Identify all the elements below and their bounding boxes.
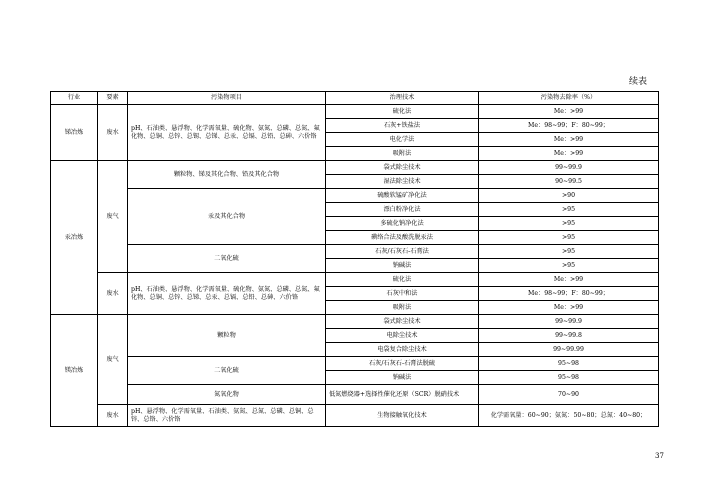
removal-rate-cell: >95 xyxy=(479,231,659,245)
removal-rate-cell: Me：>99 xyxy=(479,301,659,315)
technology-cell: 钠碱法 xyxy=(326,371,479,385)
technology-cell: 袋式除尘技术 xyxy=(326,161,479,175)
removal-rate-cell: Me：>99 xyxy=(479,147,659,161)
removal-rate-cell: >95 xyxy=(479,245,659,259)
technology-cell: 多硫化钠净化法 xyxy=(326,217,479,231)
table-row xyxy=(51,245,659,259)
technology-cell: 石灰+铁盐法 xyxy=(326,119,479,133)
pollutant-cell: 颗粒物、锑及其化合物、铅及其化合物 xyxy=(128,161,326,189)
element-cell: 废气 xyxy=(98,315,128,405)
removal-rate-cell: Me：98~99；F：80~99； xyxy=(479,287,659,301)
continued-label: 续表 xyxy=(629,77,648,87)
industry-cell: 镁冶炼 xyxy=(51,315,98,427)
technology-cell: 湿法除尘技术 xyxy=(326,175,479,189)
table-row xyxy=(51,161,659,175)
table-row xyxy=(51,357,659,371)
technology-cell: 硫化法 xyxy=(326,273,479,287)
technology-cell: 钠碱法 xyxy=(326,259,479,273)
technology-cell: 电化学法 xyxy=(326,133,479,147)
page-number: 37 xyxy=(655,452,664,460)
pollutant-cell: 二氧化硫 xyxy=(128,357,326,385)
technology-cell: 袋式除尘技术 xyxy=(326,315,479,329)
technology-cell: 硫化法 xyxy=(326,105,479,119)
technology-cell: 电袋复合除尘技术 xyxy=(326,343,479,357)
removal-rate-cell: 99~99.8 xyxy=(479,329,659,343)
header-element: 要素 xyxy=(98,92,128,105)
technology-cell: 低氮燃烧器+选择性催化还原（SCR）脱硝技术 xyxy=(326,385,479,405)
technology-cell: 电除尘技术 xyxy=(326,329,479,343)
technology-cell: 吸附法 xyxy=(326,301,479,315)
removal-rate-cell: >95 xyxy=(479,217,659,231)
header-pollutant: 污染物项目 xyxy=(128,92,326,105)
table-row xyxy=(51,273,659,287)
pollutant-cell: 颗粒物 xyxy=(128,315,326,357)
pollutant-cell: 氮氧化物 xyxy=(128,385,326,405)
removal-rate-cell: 99~99.9 xyxy=(479,161,659,175)
table-row xyxy=(51,385,659,405)
technology-cell: 吸附法 xyxy=(326,147,479,161)
removal-rate-cell: >95 xyxy=(479,259,659,273)
removal-rate-cell: 90~99.5 xyxy=(479,175,659,189)
element-cell: 废水 xyxy=(98,405,128,427)
element-cell: 废水 xyxy=(98,273,128,315)
technology-cell: 碘络合法及酸洗脱汞法 xyxy=(326,231,479,245)
removal-rate-cell: >90 xyxy=(479,189,659,203)
table-row xyxy=(51,105,659,119)
removal-rate-cell: Me：98~99；F：80~99； xyxy=(479,119,659,133)
removal-rate-cell: 70~90 xyxy=(479,385,659,405)
technology-cell: 石灰/石灰石-石膏法脱硫 xyxy=(326,357,479,371)
removal-rate-cell: 95~98 xyxy=(479,371,659,385)
table-row xyxy=(51,315,659,329)
table-row xyxy=(51,405,659,427)
table-header-row xyxy=(51,92,659,105)
pollutant-cell: pH、悬浮物、化学需氧量、石油类、氨氮、总氮、总磷、总铜、总锌、总铬、六价铬 xyxy=(128,405,326,427)
industry-cell: 锑冶炼 xyxy=(51,105,98,161)
technology-cell: 石灰中和法 xyxy=(326,287,479,301)
removal-rate-cell: 99~99.9 xyxy=(479,315,659,329)
pollution-control-table xyxy=(50,91,659,427)
header-technology: 治理技术 xyxy=(326,92,479,105)
pollutant-cell: 二氧化硫 xyxy=(128,245,326,273)
table-row xyxy=(51,189,659,203)
header-removal-rate: 污染物去除率（%） xyxy=(479,92,659,105)
pollutant-cell: pH、石油类、悬浮物、化学需氧量、硫化物、氨氮、总磷、总氮、氟化物、总铜、总锌、总锑、总汞、总镉、总铅、总砷、六价铬 xyxy=(128,273,326,315)
technology-cell: 生物接触氧化技术 xyxy=(326,405,479,427)
technology-cell: 漂白粉净化法 xyxy=(326,203,479,217)
removal-rate-cell: Me：>99 xyxy=(479,133,659,147)
header-industry: 行业 xyxy=(51,92,98,105)
element-cell: 废水 xyxy=(98,105,128,161)
element-cell: 废气 xyxy=(98,161,128,273)
pollutant-cell: pH、石油类、悬浮物、化学需氧量、硫化物、氨氮、总磷、总氮、氟化物、总铜、总锌、总锡、总锑、总汞、总镉、总铅、总砷、六价铬 xyxy=(128,105,326,161)
pollutant-cell: 汞及其化合物 xyxy=(128,189,326,245)
removal-rate-cell: 95~98 xyxy=(479,357,659,371)
technology-cell: 硫酸软锰矿净化法 xyxy=(326,189,479,203)
removal-rate-cell: 99~99.99 xyxy=(479,343,659,357)
removal-rate-cell: Me：>99 xyxy=(479,273,659,287)
removal-rate-cell: Me：>99 xyxy=(479,105,659,119)
removal-rate-cell: >95 xyxy=(479,203,659,217)
industry-cell: 汞冶炼 xyxy=(51,161,98,315)
technology-cell: 石灰/石灰石-石膏法 xyxy=(326,245,479,259)
removal-rate-cell: 化学需氧量：60~90；氨氮：50~80；总氮：40~80； xyxy=(479,405,659,427)
